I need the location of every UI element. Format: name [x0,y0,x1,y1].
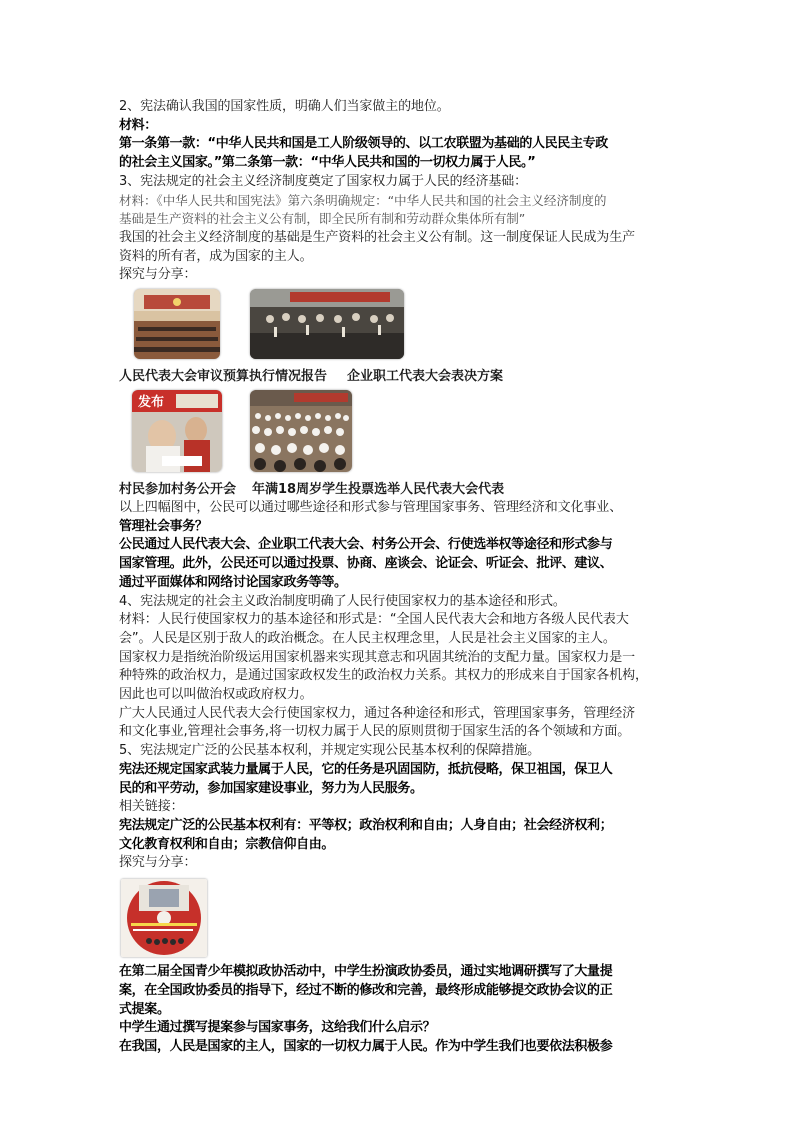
material-label: 材料： [119,117,157,133]
photo-row-3 [119,877,679,961]
photo-row-2 [119,390,679,478]
document-body [119,98,679,1057]
student-election-photo [250,390,352,472]
question-four-photos: 以上四幅图中，公民可以通过哪些途径和形式参与管理国家事务、管理经济和文化事业、 [119,500,623,516]
explore-share-label-2: 探究与分享： [119,855,197,871]
armed-forces-text-2: 民的和平劳动，参加国家建设事业，努力为人民服务。 [119,780,423,796]
workers-congress-photo [250,289,404,359]
congress-budget-photo [134,289,220,359]
svg-text:发布: 发布 [138,395,165,411]
youth-cppcc-disc-photo [121,879,207,957]
section-3-heading: 3、宪法规定的社会主义经济制度奠定了国家权力属于人民的经济基础： [119,173,528,189]
state-power-definition-2: 种特殊的政治权力，是通过国家政权发生的政治权力关系。其权力的形成来自于国家各机构， [119,668,648,684]
youth-cppcc-text: 在第二届全国青少年模拟政协活动中，中学生扮演政协委员，通过实地调研撰写了大量提 [119,964,613,980]
photo-row-2-captions [119,480,679,499]
answer-enlightenment: 在我国，人民是国家的主人，国家的一切权力属于人民。作为中学生我们也要依法积极参 [119,1038,613,1054]
state-power-definition-3: 因此也可以叫做治权或政府权力。 [119,687,313,703]
explore-share-label: 探究与分享： [119,267,197,283]
photo-row-1-captions [119,367,679,386]
people-exercise-power-2: 和文化事业,管理社会事务,将一切权力属于人民的原则贯彻于国家生活的各个领域和方面。 [119,724,631,740]
answer-participation: 公民通过人民代表大会、企业职工代表大会、村务公开会、行使选举权等途径和形式参与 [119,537,613,553]
related-link-label: 相关链接： [119,799,184,815]
state-power-definition: 国家权力是指统治阶级运用国家机器来实现其意志和巩固其统治的支配力量。国家权力是一 [119,649,636,665]
material-state-power-2: 会”。人民是区别于敌人的政治概念。在人民主权理念里，人民是社会主义国家的主人。 [119,630,616,646]
question-enlightenment: 中学生通过撰写提案参与国家事务，这给我们什么启示？ [119,1020,436,1036]
material-article-6: 材料：《中华人民共和国宪法》第六条明确规定：“中华人民共和国的社会主义经济制度的 [119,192,607,208]
section-2-heading: 2、宪法确认我国的国家性质，明确人们当家做主的地位。 [119,99,450,114]
photo-row-1 [119,289,679,365]
caption-congress-budget: 人民代表大会审议预算执行情况报告 [119,369,328,385]
material-state-power: 材料：人民行使国家权力的基本途径和形式是：“全国人民代表大会和地方各级人民代表大 [119,612,629,628]
economic-basis-text: 我国的社会主义经济制度的基础是生产资料的社会主义公有制。这一制度保证人民成为生产 [119,229,636,245]
armed-forces-text: 宪法还规定国家武装力量属于人民，它的任务是巩固国防，抵抗侵略，保卫祖国，保卫人 [119,761,613,777]
caption-village-affairs: 村民参加村务公开会 [119,482,237,498]
section-5-heading: 5、宪法规定广泛的公民基本权利，并规定实现公民基本权利的保障措施。 [119,743,540,759]
economic-basis-text-cont: 资料的所有者，成为国家的主人。 [119,248,313,264]
caption-workers-congress: 企业职工代表大会表决方案 [347,369,504,385]
material-article-6-cont: 基础是生产资料的社会主义公有制，即全民所有制和劳动群众集体所有制” [119,211,526,227]
article-2-text: 的社会主义国家。”第二条第一款：“中华人民共和国的一切权力属于人民。” [119,155,536,171]
basic-rights-text: 宪法规定广泛的公民基本权利有：平等权；政治权利和自由；人身自由；社会经济权利； [119,817,613,833]
section-4-heading: 4、宪法规定的社会主义政治制度明确了人民行使国家权力的基本途径和形式。 [119,593,566,609]
answer-participation-3: 通过平面媒体和网络讨论国家政务等等。 [119,574,347,590]
people-exercise-power: 广大人民通过人民代表大会行使国家权力，通过各种途径和形式，管理国家事务，管理经济 [119,705,636,721]
caption-student-election: 年满18周岁学生投票选举人民代表大会代表 [252,482,505,498]
youth-cppcc-text-2: 案，在全国政协委员的指导下，经过不断的修改和完善，最终形成能够提交政协会议的正 [119,982,613,998]
village-affairs-photo [132,390,222,472]
basic-rights-text-2: 文化教育权利和自由；宗教信仰自由。 [119,836,335,852]
article-1-text: 第一条第一款：“中华人民共和国是工人阶级领导的、以工农联盟为基础的人民民主专政 [119,136,608,152]
answer-participation-2: 国家管理。此外，公民还可以通过投票、协商、座谈会、论证会、听证会、批评、建议、 [119,556,613,572]
question-four-photos-cont: 管理社会事务？ [119,518,208,534]
youth-cppcc-text-3: 式提案。 [119,1001,170,1017]
